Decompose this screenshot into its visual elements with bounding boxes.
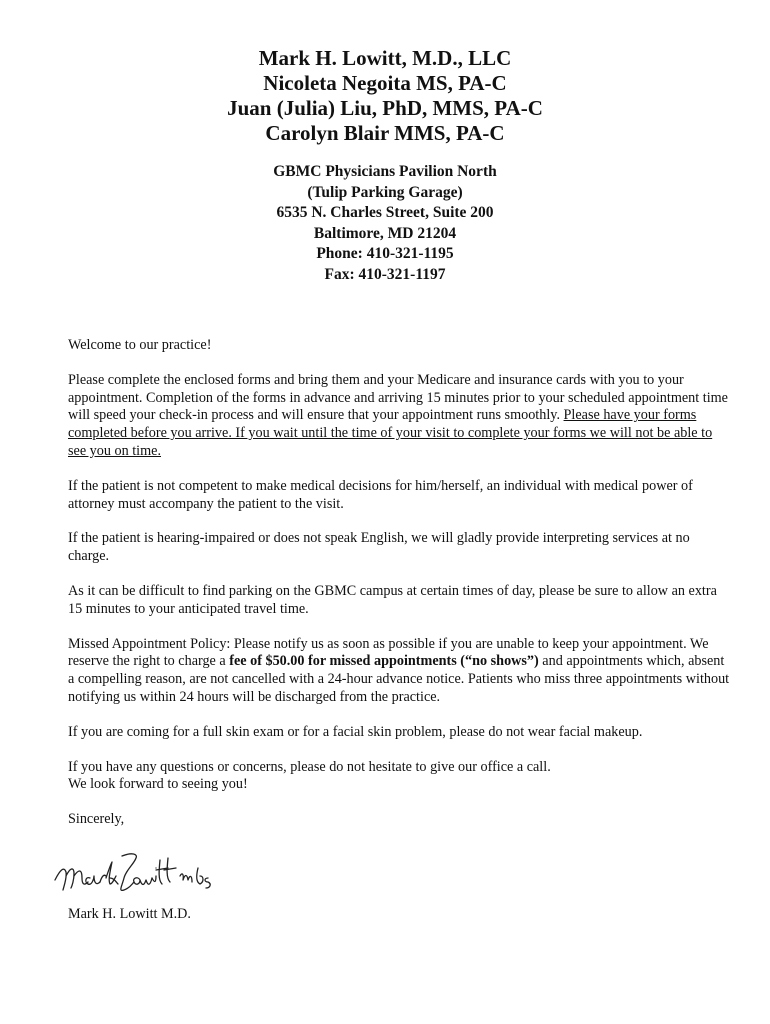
forms-paragraph	[68, 372, 730, 461]
office-address	[0, 162, 770, 285]
no-show-fee: fee of $50.00 for missed appointments (“no shows”)	[229, 653, 539, 670]
policy-text-start: Missed Appointment Policy: Please notify us as soon as possible if you are unable to keep your appointment. We reserve the right to charge a	[68, 635, 709, 670]
missed-appointment-paragraph	[68, 636, 730, 707]
practitioner-name: Mark H. Lowitt, M.D., LLC	[258, 46, 512, 70]
address-line: Baltimore, MD 21204	[313, 224, 457, 242]
closing: Sincerely,	[68, 811, 125, 828]
practitioner-name: Nicoleta Negoita MS, PA-C	[263, 71, 507, 95]
medical-power-paragraph: If the patient is not competent to make medical decisions for him/herself, an individual with medical power of attorney must accompany the patient to the visit.	[68, 477, 693, 512]
signer-name: Mark H. Lowitt M.D.	[68, 906, 191, 922]
handwritten-signature	[52, 848, 217, 898]
practitioner-name: Carolyn Blair MMS, PA-C	[265, 121, 505, 145]
address-line: GBMC Physicians Pavilion North	[273, 163, 497, 180]
practitioner-name: Juan (Julia) Liu, PhD, MMS, PA-C	[227, 96, 543, 120]
forms-instructions: Please complete the enclosed forms and bring them and your Medicare and insurance cards with you to your appointment. Completion of the forms in advance and arriving 15 minutes prior to your scheduled appointment time will speed your check-in process and will ensure that your appointment runs smoothly.	[68, 371, 728, 424]
address-line: (Tulip Parking Garage)	[307, 183, 463, 201]
letter-body	[68, 337, 730, 846]
phone-line: Phone: 410-321-1195	[316, 245, 454, 262]
questions-line: If you have any questions or concerns, please do not hesitate to give our office a call.	[68, 758, 551, 775]
makeup-paragraph: If you are coming for a full skin exam or for a facial skin problem, please do not wear facial makeup.	[68, 723, 643, 740]
address-line: 6535 N. Charles Street, Suite 200	[276, 204, 494, 221]
interpreting-paragraph: If the patient is hearing-impaired or does not speak English, we will gladly provide interpreting services at no charge.	[68, 530, 690, 565]
parking-paragraph: As it can be difficult to find parking on the GBMC campus at certain times of day, please be sure to allow an extra 15 minutes to your anticipated travel time.	[68, 582, 717, 617]
practitioner-names	[0, 46, 770, 146]
letterhead	[0, 46, 770, 285]
questions-paragraph	[68, 759, 730, 795]
look-forward-line: We look forward to seeing you!	[68, 776, 248, 793]
policy-text-end: and appointments which, absent a compelling reason, are not cancelled with a 24-hour advance notice. Patients who miss three appointments without notifying us within 24 hours will be discharged from the practice.	[68, 653, 730, 705]
fax-line: Fax: 410-321-1197	[324, 265, 446, 283]
forms-warning: Please have your forms completed before you arrive. If you wait until the time of your visit to complete your forms we will not be able to see you on time.	[68, 407, 713, 459]
greeting: Welcome to our practice!	[68, 337, 212, 353]
